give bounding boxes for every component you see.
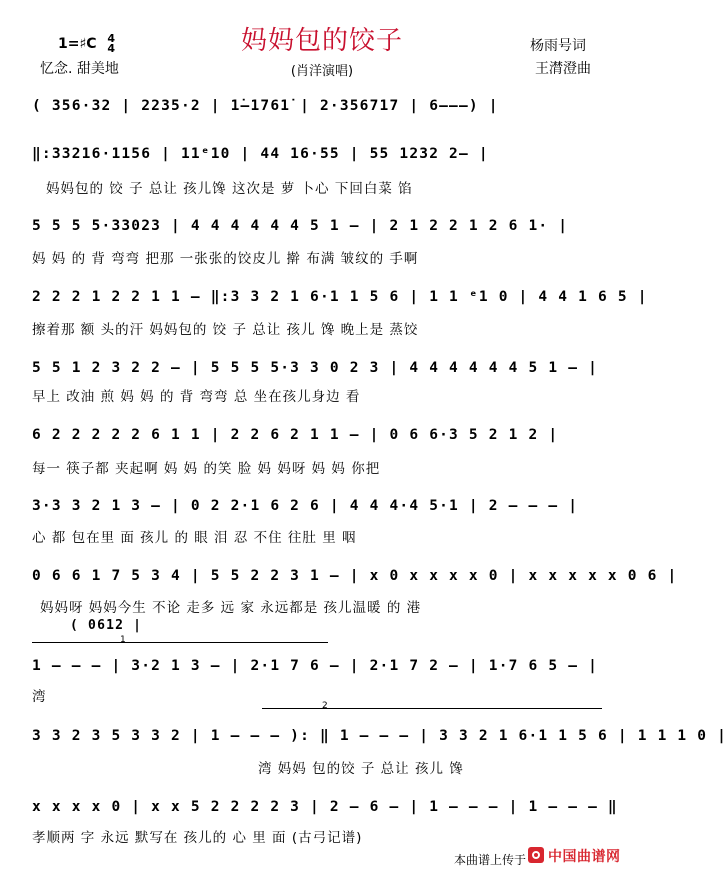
expression-mark: 忆念. 甜美地	[40, 61, 119, 77]
notes-line: 5 5 5 5·33023 | 4 4 4 4 4 4 5 1 – | 2 1 2 2 1 2 6 1· |	[32, 218, 569, 234]
volta-1-bracket	[32, 642, 328, 643]
lyrics-line: 湾	[32, 689, 47, 705]
lyrics-line: 擦着那 额 头的汗 妈妈包的 饺 子 总让 孩儿 馋 晚上是 蒸饺	[32, 322, 419, 338]
notes-line: 5 5 1 2 3 2 2 – | 5 5 5 5·3 3 0 2 3 | 4 4 4 4 4 4 5 1 – |	[32, 360, 598, 376]
lyrics-line: 湾 妈妈 包的饺 子 总让 孩儿 馋	[258, 761, 464, 777]
notes-line: 6 2 2 2 2 2 6 1 1 | 2 2 6 2 1 1 – | 0 6 6·3 5 2 1 2 |	[32, 427, 559, 443]
lyrics-line: 早上 改油 煎 妈 妈 的 背 弯弯 总 坐在孩儿身边 看	[32, 389, 361, 405]
site-logo-icon	[528, 847, 544, 863]
notes-line: 3·3 3 2 1 3 – | 0 2 2·1 6 2 6 | 4 4 4·4 5·1 | 2 – – – |	[32, 498, 579, 514]
notes-line: ‖:33216·1156 | 11ᵉ10 | 44 16·55 | 55 1232 2– |	[32, 146, 489, 162]
lyrics-line: 心 都 包在里 面 孩儿 的 眼 泪 忍 不住 往肚 里 咽	[32, 530, 357, 546]
meter-top: 4	[107, 32, 116, 45]
notes-line: 3 3 2 3 5 3 3 2 | 1 – – – ): ‖ 1 – – – | 3 3 2 1 6·1 1 5 6 | 1 1 1 0 |	[32, 728, 727, 744]
notes-line: 0 6 6 1 7 5 3 4 | 5 5 2 2 3 1 – | x 0 x x x x 0 | x x x x x 0 6 |	[32, 568, 678, 584]
key-label: 1=♯C	[58, 36, 97, 52]
pickup-notes: ( 0612 |	[70, 618, 143, 633]
composer-credit: 王潸澄曲	[535, 61, 591, 77]
time-signature	[107, 34, 115, 54]
singer-credit: (肖洋演唱)	[290, 64, 354, 79]
meter-bottom: 4	[107, 42, 116, 55]
lyrics-line: 每一 筷子都 夹起啊 妈 妈 的笑 脸 妈 妈呀 妈 妈 你把	[32, 461, 381, 477]
lyricist-credit: 杨雨号词	[530, 38, 586, 54]
notes-line: ( 356·32 | 2235·2 | 1̇–1761̇ | 2·356717 | 6–––) |	[32, 98, 499, 114]
lyrics-line: 妈 妈 的 背 弯弯 把那 一张张的饺皮儿 擀 布满 皱纹的 手啊	[32, 251, 419, 267]
site-name: 中国曲谱网	[548, 849, 621, 865]
volta-2-bracket	[262, 708, 602, 709]
notes-line: 2 2 2 1 2 2 1 1 – ‖:3 3 2 1 6·1 1 5 6 | 1 1 ᵉ1 0 | 4 4 1 6 5 |	[32, 289, 648, 305]
lyrics-line: 孝顺两 字 永远 默写在 孩儿的 心 里 面 (古弓记谱)	[32, 830, 363, 846]
lyrics-line: 妈妈呀 妈妈今生 不论 走多 远 家 永远都是 孩儿温暖 的 港	[40, 600, 422, 616]
key-signature	[58, 34, 115, 54]
site-logo[interactable]	[528, 845, 636, 867]
song-title: 妈妈包的饺子	[240, 26, 403, 56]
notes-line: x x x x 0 | x x 5 2 2 2 2 3 | 2 – 6 – | 1 – – – | 1 – – – ‖	[32, 799, 618, 815]
volta-1-number: 1	[120, 635, 126, 645]
lyrics-line: 妈妈包的 饺 子 总让 孩儿馋 这次是 萝 卜心 下回白菜 馅	[46, 181, 413, 197]
notes-line: 1 – – – | 3·2 1 3 – | 2·1 7 6 – | 2·1 7 2 – | 1·7 6 5 – |	[32, 658, 598, 674]
upload-note: 本曲谱上传于	[454, 853, 527, 867]
volta-2-number: 2	[322, 701, 328, 711]
